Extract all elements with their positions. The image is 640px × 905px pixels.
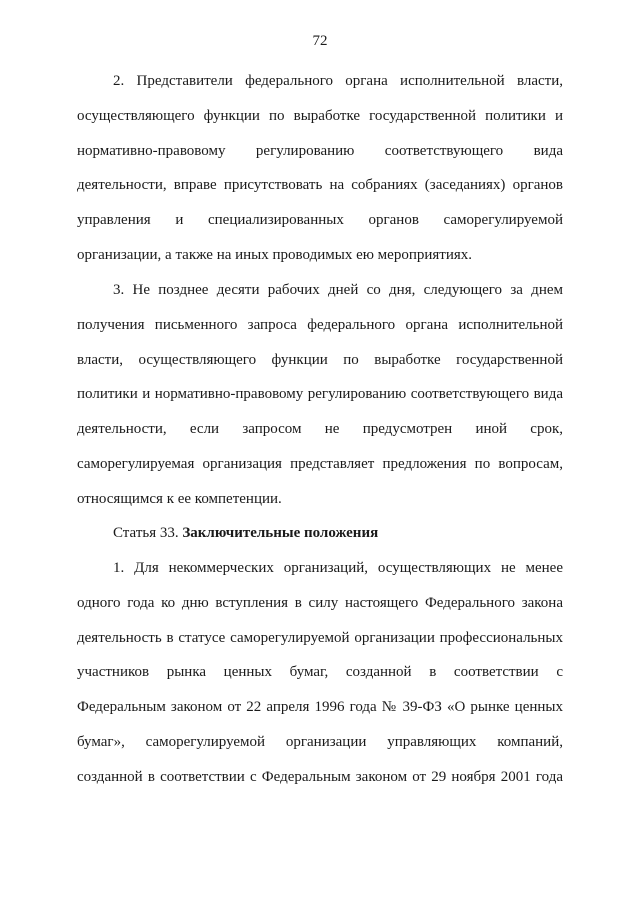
paragraph-article-33-1: [77, 551, 563, 795]
text-line: саморегулируемая организация представляет предложения по вопросам,: [77, 455, 563, 472]
text-line: организации, а также на иных проводимых ею мероприятиях.: [77, 246, 473, 263]
paragraph-3: [77, 273, 563, 517]
text-line: участников рынка ценных бумаг, созданной в соответствии с: [77, 664, 563, 681]
article-heading-line: [77, 516, 563, 551]
text-line: политики и нормативно-правовому регулированию соответствующего вида: [77, 386, 563, 403]
text-line: 3. Не позднее десяти рабочих дней со дня, следующего за днем: [113, 282, 563, 298]
text-line: созданной в соответствии с Федеральным законом от 29 ноября 2001 года: [77, 768, 563, 785]
text-line: 2. Представители федерального органа исполнительной власти,: [113, 73, 563, 89]
text-line: бумаг», саморегулируемой организации управляющих компаний,: [77, 733, 563, 750]
text-line: 1. Для некоммерческих организаций, осуществляющих не менее: [113, 560, 563, 576]
text-line: осуществляющего функции по выработке государственной политики и: [77, 107, 563, 124]
article-title: Заключительные положения: [182, 525, 379, 541]
text-line: деятельности, если запросом не предусмотрен иной срок,: [77, 421, 563, 438]
paragraph-2: [77, 64, 563, 273]
article-number: Статья 33.: [113, 525, 179, 541]
text-line: нормативно-правовому регулированию соответствующего вида: [77, 142, 563, 159]
text-line: деятельность в статусе саморегулируемой организации профессиональных: [77, 629, 563, 646]
text-line: Федеральным законом от 22 апреля 1996 года № 39-ФЗ «О рынке ценных: [77, 699, 563, 716]
text-line: власти, осуществляющего функции по выработке государственной: [77, 351, 563, 368]
text-line: получения письменного запроса федерального органа исполнительной: [77, 316, 563, 333]
text-line: одного года ко дню вступления в силу настоящего Федерального закона: [77, 594, 563, 611]
text-line: относящимся к ее компетенции.: [77, 490, 282, 507]
article-heading: [77, 516, 563, 551]
page-number: 72: [312, 33, 328, 49]
text-line: управления и специализированных органов саморегулируемой: [77, 212, 563, 229]
text-line: деятельности, вправе присутствовать на собраниях (заседаниях) органов: [77, 177, 563, 194]
